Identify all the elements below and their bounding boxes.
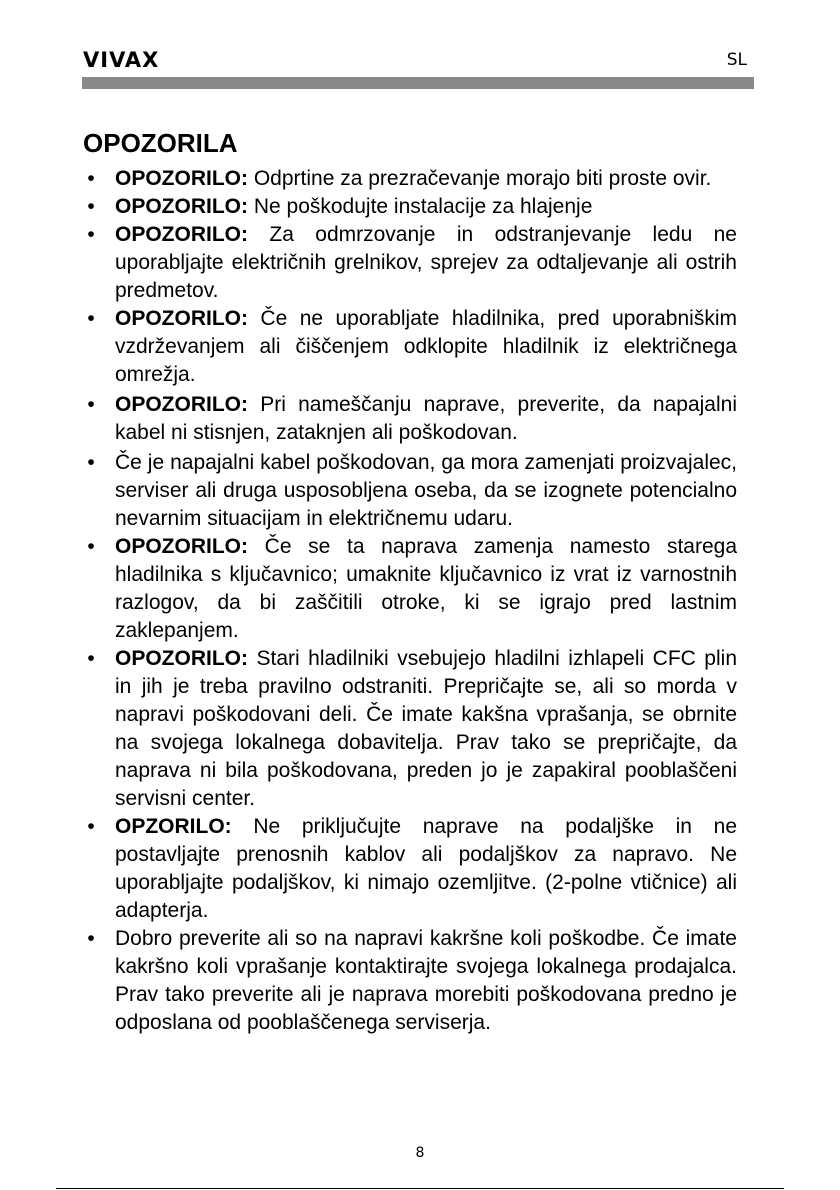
bullet-icon: • xyxy=(87,195,95,218)
header-bar xyxy=(82,77,754,89)
list-item xyxy=(84,391,737,447)
bullet-icon: • xyxy=(87,647,95,670)
item-label: OPZORILO: xyxy=(115,815,232,838)
item-label: OPOZORILO: xyxy=(115,647,248,670)
list-item xyxy=(84,165,737,193)
section-title: OPOZORILA xyxy=(83,128,238,158)
bullet-icon: • xyxy=(87,393,95,416)
list-item xyxy=(84,533,737,645)
list-item xyxy=(84,221,737,305)
item-text: Stari hladilniki vsebujejo hladilni izhlapeli CFC plin in jih je treba pravilno odstraniti. Prepričajte se, ali so morda v napravi poškodovani deli. Če imate kakšna vprašanja, se obrnite na svojega lokalnega dobavitelja. Prav tako se prepričajte, da naprava ni bila poškodovana, preden jo je zapakiral pooblaščeni servisni center. xyxy=(115,647,737,810)
page-number: 8 xyxy=(415,1145,425,1161)
list-item xyxy=(84,193,737,221)
item-text: Ne poškodujte instalacije za hlajenje xyxy=(248,195,593,218)
language-code: SL xyxy=(726,50,747,70)
item-text: Pri nameščanju naprave, preverite, da napajalni kabel ni stisnjen, zataknjen ali poškodovan. xyxy=(115,393,737,444)
item-text: Odprtine za prezračevanje morajo biti proste ovir. xyxy=(248,167,712,190)
list-item xyxy=(84,305,737,389)
list-item xyxy=(84,925,737,1037)
bullet-icon: • xyxy=(87,535,95,558)
item-text: Za odmrzovanje in odstranjevanje ledu ne uporabljajte električnih grelnikov, sprejev za odtaljevanje ali ostrih predmetov. xyxy=(115,223,737,302)
footer-line xyxy=(56,1188,784,1189)
list-item xyxy=(84,645,737,813)
item-label: OPOZORILO: xyxy=(115,307,248,330)
list-item xyxy=(84,813,737,925)
item-text: Če se ta naprava zamenja namesto starega hladilnika s ključavnico; umaknite ključavnico iz vrat iz varnostnih razlogov, da bi zaščitili otroke, ki se igrajo pred lastnim zaklepanjem. xyxy=(115,535,737,642)
bullet-icon: • xyxy=(87,451,95,474)
item-text: Če ne uporabljate hladilnika, pred uporabniškim vzdrževanjem ali čiščenjem odklopite hladilnik iz električnega omrežja. xyxy=(115,307,737,386)
item-label: OPOZORILO: xyxy=(115,195,248,218)
item-text: Ne priključujte naprave na podaljške in ne postavljajte prenosnih kablov ali podaljškov za napravo. Ne uporabljajte podaljškov, ki nimajo ozemljitve. (2-polne vtičnice) ali adapterja. xyxy=(115,815,737,922)
bullet-icon: • xyxy=(87,307,95,330)
item-label: OPOZORILO: xyxy=(115,535,248,558)
item-label: OPOZORILO: xyxy=(115,167,248,190)
item-label: OPOZORILO: xyxy=(115,223,248,246)
warnings-list xyxy=(84,165,737,1037)
bullet-icon: • xyxy=(87,223,95,246)
list-item xyxy=(84,449,737,533)
bullet-icon: • xyxy=(87,815,95,838)
item-label: OPOZORILO: xyxy=(115,393,248,416)
bullet-icon: • xyxy=(87,167,95,190)
bullet-icon: • xyxy=(87,927,95,950)
brand-logo: VIVAX xyxy=(83,48,160,72)
item-text: Dobro preverite ali so na napravi kakršne koli poškodbe. Če imate kakršno koli vprašanje kontaktirajte svojega lokalnega prodajalca. Prav tako preverite ali je naprava morebiti poškodovana predno je odposlana od pooblaščenega serviserja. xyxy=(115,927,737,1034)
item-text: Če je napajalni kabel poškodovan, ga mora zamenjati proizvajalec, serviser ali druga usposobljena oseba, da se izognete potencialno nevarnim situacijam in električnemu udaru. xyxy=(115,451,737,530)
